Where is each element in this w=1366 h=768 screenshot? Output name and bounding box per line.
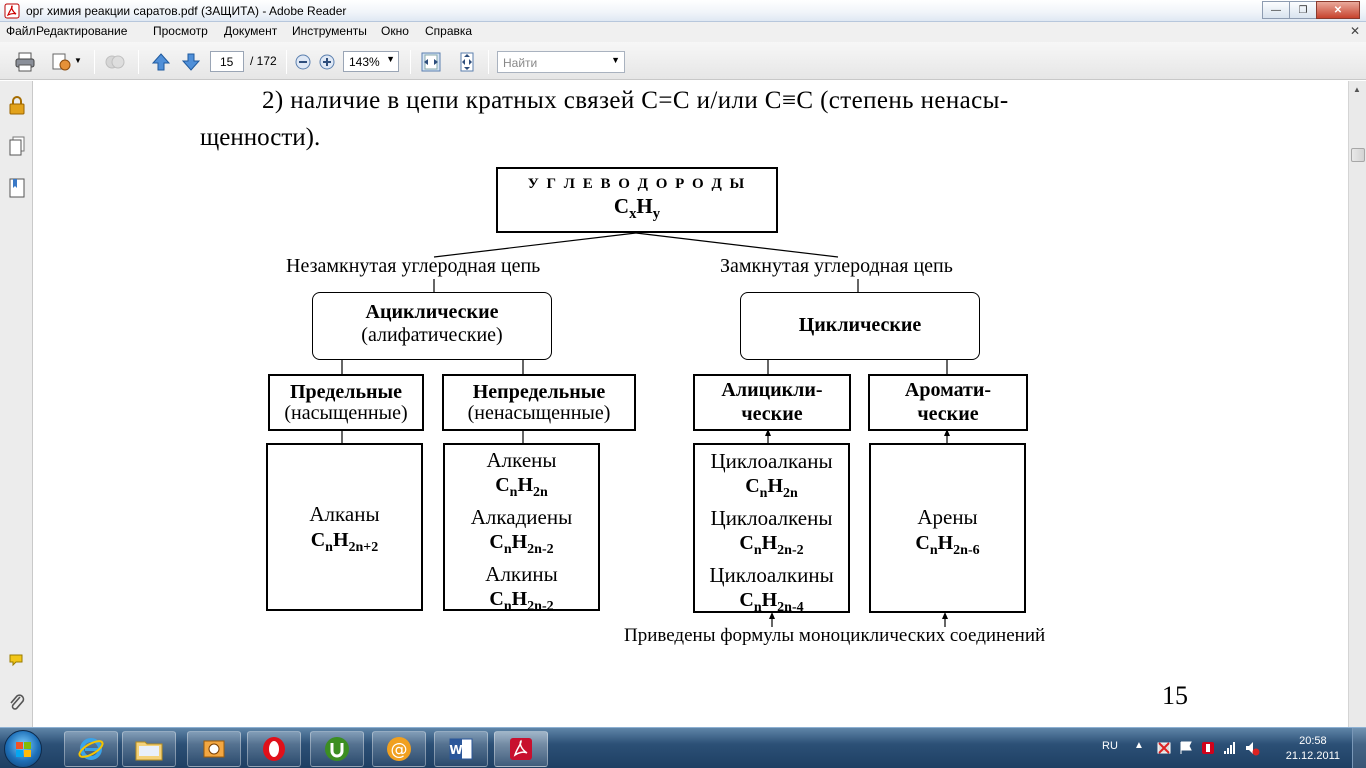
arenes-formula: $C_nH_{2n-6}$ (915, 532, 980, 558)
clock-time: 20:58 (1299, 735, 1327, 747)
minimize-button[interactable]: — (1262, 1, 1290, 19)
open-chain-label: Незамкнутая углеродная цепь (286, 255, 541, 277)
word-icon (447, 735, 475, 763)
adobe-reader-icon (4, 3, 20, 19)
alkenes-formula: $C_nH_{2n}$ (495, 474, 548, 500)
unsaturated-box (442, 374, 636, 431)
svg-text:W: W (449, 743, 463, 757)
taskbar-explorer[interactable] (122, 731, 176, 767)
windows-logo-icon (5, 731, 43, 768)
chevron-down-icon: ▼ (386, 54, 395, 64)
fit-width-icon[interactable] (420, 51, 442, 73)
zoom-out-icon[interactable] (292, 51, 314, 73)
acyclic-subtitle: (алифатические) (361, 324, 503, 346)
menu-view[interactable]: Просмотр (153, 24, 208, 38)
body-text-line-1: 2) наличие в цепи кратных связей C=C и/или C≡C (степень ненасы- (262, 87, 1009, 114)
menu-help[interactable]: Справка (425, 24, 473, 38)
menu-edit[interactable]: Редактирование (36, 24, 128, 38)
acyclic-title: Ациклические (365, 301, 499, 323)
attachments-icon[interactable] (8, 693, 26, 713)
cycloalkynes-name: Циклоалкины (709, 563, 834, 587)
toolbar (0, 42, 1366, 80)
cycloalkenes-formula: $C_nH_{2n-2}$ (739, 532, 804, 558)
internet-explorer-icon (77, 735, 105, 763)
cyclic-box (740, 292, 980, 360)
chevron-down-icon[interactable]: ▼ (611, 55, 620, 65)
unsaturated-subtitle: (ненасыщенные) (467, 402, 611, 424)
unsaturated-list-box (443, 443, 600, 614)
find-input[interactable] (497, 51, 625, 73)
hydrocarbons-title: У Г Л Е В О Д О Р О Д Ы (527, 176, 747, 192)
opera-icon (260, 735, 288, 763)
zoom-select[interactable] (343, 51, 399, 72)
cycloalkenes-name: Циклоалкены (710, 506, 833, 530)
saturated-box (268, 374, 424, 431)
system-tray (1086, 728, 1366, 768)
svg-text:@: @ (390, 740, 408, 760)
scroll-thumb[interactable] (1351, 148, 1365, 162)
arenes-box (869, 443, 1026, 613)
adobe-reader-icon (507, 735, 535, 763)
lock-icon[interactable] (8, 95, 26, 115)
scroll-up-icon[interactable]: ▲ (1353, 85, 1361, 94)
acyclic-box (312, 292, 552, 360)
page-total: / 172 (250, 54, 277, 68)
alkanes-box (266, 443, 423, 611)
hydrocarbons-box (496, 167, 778, 233)
menu-document[interactable]: Документ (224, 24, 278, 38)
close-document-icon[interactable]: ✕ (1349, 24, 1360, 38)
alkadienes-formula: $C_nH_{2n-2}$ (489, 531, 554, 557)
window-controls (1263, 1, 1360, 19)
taskbar-settings-app[interactable] (187, 731, 241, 767)
arenes-name: Арены (917, 505, 978, 529)
utorrent-icon (323, 735, 351, 763)
unsaturated-title: Непредельные (472, 381, 606, 403)
next-page-icon[interactable] (180, 51, 202, 73)
taskbar-opera[interactable] (247, 731, 301, 767)
title-bar (0, 0, 1366, 22)
menu-tools[interactable]: Инструменты (292, 24, 367, 38)
alkanes-name: Алканы (309, 502, 380, 526)
tray-expand-icon[interactable]: ▲ (1134, 740, 1144, 751)
close-button[interactable]: ✕ (1316, 1, 1360, 19)
alkenes-name: Алкены (486, 448, 557, 472)
antivirus-icon[interactable] (1200, 740, 1216, 756)
taskbar-adobe-reader[interactable] (494, 731, 548, 767)
start-button[interactable] (4, 730, 42, 768)
document-view[interactable] (34, 81, 1348, 727)
alicyclic-line-1: Алицикли- (721, 379, 823, 401)
zoom-in-icon[interactable] (316, 51, 338, 73)
navigation-panel (0, 81, 33, 727)
footnote-text: Приведены формулы моноциклических соединений (624, 625, 1046, 646)
menu-window[interactable]: Окно (381, 24, 409, 38)
volume-muted-icon[interactable] (1244, 740, 1260, 756)
show-desktop-button[interactable] (1352, 728, 1366, 768)
menu-file[interactable]: Файл (6, 24, 36, 38)
menu-bar (0, 22, 1366, 42)
cyclic-title: Циклические (798, 314, 922, 336)
cycloalkynes-formula: $C_nH_{2n-4}$ (739, 589, 804, 615)
alkynes-formula: $C_nH_{2n-2}$ (489, 588, 554, 614)
clock-date: 21.12.2011 (1285, 750, 1340, 762)
action-center-flag-icon[interactable] (1178, 740, 1194, 756)
pages-icon[interactable] (8, 136, 26, 156)
taskbar-utorrent[interactable] (310, 731, 364, 767)
vertical-scrollbar[interactable] (1348, 81, 1366, 727)
folder-icon (134, 736, 164, 762)
alicyclic-box (693, 374, 851, 431)
page-number: 15 (1162, 681, 1188, 710)
taskbar (0, 727, 1366, 768)
saturated-subtitle: (насыщенные) (284, 402, 408, 424)
network-warning-icon[interactable] (1156, 740, 1172, 756)
cycloalkanes-name: Циклоалканы (710, 449, 833, 473)
alkadienes-name: Алкадиены (470, 505, 573, 529)
control-panel-icon (200, 735, 228, 763)
zoom-value: 143% (349, 55, 380, 69)
collaborate-icon[interactable] (104, 51, 126, 73)
print-icon[interactable] (14, 51, 36, 73)
window-title: орг химия реакции саратов.pdf (ЗАЩИТА) - Adobe Reader (26, 4, 347, 18)
taskbar-word[interactable] (434, 731, 488, 767)
fit-page-icon[interactable] (456, 51, 478, 73)
language-indicator[interactable]: RU (1102, 740, 1118, 752)
alkynes-name: Алкины (485, 562, 558, 586)
comments-icon[interactable] (8, 651, 26, 671)
aromatic-box (868, 374, 1028, 431)
previous-page-icon[interactable] (150, 51, 172, 73)
hydrocarbons-formula: $C_xH_y$ (613, 194, 661, 223)
mail-at-icon (385, 735, 413, 763)
clock[interactable] (1286, 734, 1340, 764)
maximize-button[interactable]: ❐ (1289, 1, 1317, 19)
aromatic-line-2: ческие (917, 403, 979, 425)
saturated-title: Предельные (289, 381, 403, 403)
find-placeholder: Найти (503, 56, 538, 70)
signal-strength-icon[interactable] (1222, 740, 1238, 756)
taskbar-mail[interactable] (372, 731, 426, 767)
closed-chain-label: Замкнутая углеродная цепь (720, 255, 953, 277)
body-text-line-2: щенности). (200, 124, 321, 151)
taskbar-internet-explorer[interactable] (64, 731, 118, 767)
alkanes-formula: $C_nH_{2n+2}$ (310, 529, 379, 555)
aromatic-line-1: Аромати- (904, 379, 992, 401)
cycloalkanes-list-box (693, 443, 850, 613)
cycloalkanes-formula: $C_nH_{2n}$ (745, 475, 798, 501)
alicyclic-line-2: ческие (741, 403, 803, 425)
page-number-input[interactable]: 15 (210, 51, 244, 72)
share-document-icon[interactable] (50, 51, 72, 73)
share-dropdown-icon[interactable]: ▼ (74, 56, 82, 65)
bookmarks-icon[interactable] (8, 178, 26, 198)
